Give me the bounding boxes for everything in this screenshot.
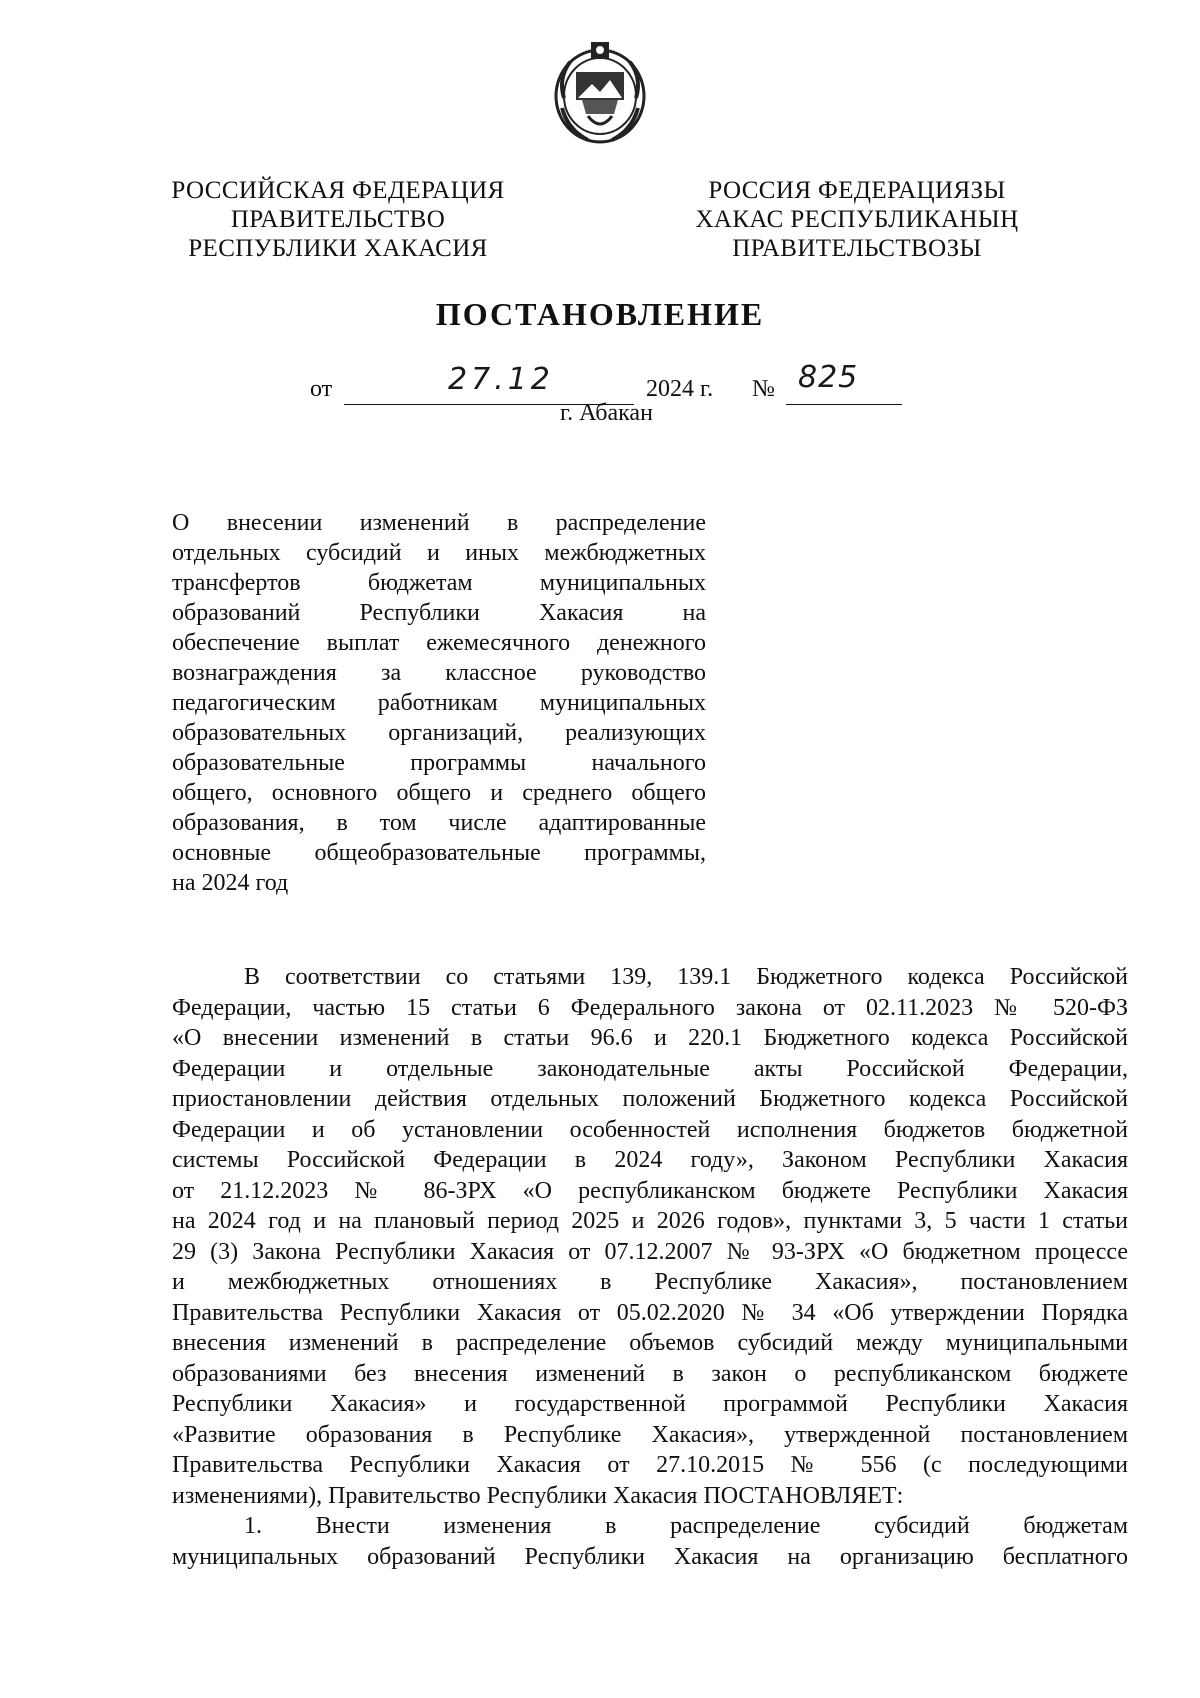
body-line: «Развитие образования в Республике Хакасия», утвержденной постановлением bbox=[172, 1421, 1128, 1448]
subject-line: образований Республики Хакасия на bbox=[172, 600, 706, 626]
subject-line: образовательных организаций, реализующих bbox=[172, 720, 706, 746]
body-line: приостановлении действия отдельных положений Бюджетного кодекса Российской bbox=[172, 1086, 1128, 1112]
subject-block bbox=[172, 508, 706, 898]
subject-line: вознаграждения за классное руководство bbox=[172, 660, 706, 686]
subject-line: О внесении изменений в распределение bbox=[172, 510, 706, 536]
header-right-line: ПРАВИТЕЛЬСТВОЗЫ bbox=[732, 235, 982, 262]
body-line: от 21.12.2023 № 86-ЗРХ «О республиканском бюджете Республики Хакасия bbox=[172, 1177, 1128, 1204]
header-left bbox=[168, 176, 508, 263]
body-line: Федерации, частью 15 статьи 6 Федерального закона от 02.11.2023 № 520-ФЗ bbox=[172, 994, 1128, 1021]
subject-line: общего, основного общего и среднего общего bbox=[172, 780, 706, 806]
header-left-line: РЕСПУБЛИКИ ХАКАСИЯ bbox=[188, 235, 488, 262]
body-line: Правительства Республики Хакасия от 05.02.2020 № 34 «Об утверждении Порядка bbox=[172, 1299, 1128, 1326]
body-line: системы Российской Федерации в 2024 году», Законом Республики Хакасия bbox=[172, 1147, 1128, 1173]
body-line: 29 (3) Закона Республики Хакасия от 07.12.2007 № 93-ЗРХ «О бюджетном процессе bbox=[172, 1238, 1128, 1265]
body-line: Правительства Республики Хакасия от 27.10.2015 № 556 (с последующими bbox=[172, 1452, 1128, 1478]
body-line: «О внесении изменений в статьи 96.6 и 220.1 Бюджетного кодекса Российской bbox=[172, 1025, 1128, 1051]
number-underline bbox=[786, 404, 902, 405]
header-left-line: РОССИЙСКАЯ ФЕДЕРАЦИЯ bbox=[171, 177, 505, 204]
body-line: В соответствии со статьями 139, 139.1 Бюджетного кодекса Российской bbox=[244, 964, 1128, 990]
year-label: 2024 г. bbox=[646, 376, 714, 402]
subject-line: обеспечение выплат ежемесячного денежного bbox=[172, 630, 706, 656]
number-label: № bbox=[752, 376, 775, 402]
body-line: образованиями без внесения изменений в закон о республиканском бюджете bbox=[172, 1360, 1128, 1387]
subject-line: основные общеобразовательные программы, bbox=[172, 840, 706, 866]
body-line: 1. Внести изменения в распределение субсидий бюджетам bbox=[244, 1513, 1128, 1539]
header-right-line: ХАКАС РЕСПУБЛИКАНЫҢ bbox=[695, 206, 1019, 233]
document-title: ПОСТАНОВЛЕНИЕ bbox=[435, 296, 765, 332]
handwritten-number: 825 bbox=[798, 360, 859, 395]
body-line: и межбюджетных отношениях в Республике Хакасия», постановлением bbox=[172, 1269, 1128, 1295]
subject-line: трансфертов бюджетам муниципальных bbox=[172, 570, 706, 596]
from-label: от bbox=[310, 376, 333, 402]
body-line: Федерации и об установлении особенностей исполнения бюджетов бюджетной bbox=[172, 1116, 1128, 1143]
body-line: на 2024 год и на плановый период 2025 и 2026 годов», пунктами 3, 5 части 1 статьи bbox=[172, 1208, 1128, 1234]
body-text bbox=[172, 962, 1128, 1572]
body-line: изменениями), Правительство Республики Хакасия ПОСТАНОВЛЯЕТ: bbox=[172, 1482, 904, 1509]
body-line: Федерации и отдельные законодательные акты Российской Федерации, bbox=[172, 1055, 1128, 1082]
subject-line: отдельных субсидий и иных межбюджетных bbox=[172, 540, 706, 566]
handwritten-date: 27.12 bbox=[448, 362, 554, 397]
subject-line: на 2024 год bbox=[172, 870, 289, 896]
header-right-line: РОССИЯ ФЕДЕРАЦИЯЗЫ bbox=[708, 177, 1006, 204]
body-line: Республики Хакасия» и государственной программой Республики Хакасия bbox=[172, 1391, 1128, 1417]
header-right bbox=[678, 176, 1036, 263]
coat-of-arms-emblem bbox=[548, 38, 652, 148]
body-line: муниципальных образований Республики Хакасия на организацию бесплатного bbox=[172, 1543, 1128, 1570]
header-left-line: ПРАВИТЕЛЬСТВО bbox=[230, 206, 446, 233]
subject-line: образования, в том числе адаптированные bbox=[172, 810, 706, 836]
subject-line: педагогическим работникам муниципальных bbox=[172, 690, 706, 716]
subject-line: образовательные программы начального bbox=[172, 750, 706, 776]
body-line: внесения изменений в распределение объемов субсидий между муниципальными bbox=[172, 1330, 1128, 1356]
city-label: г. Абакан bbox=[560, 400, 653, 426]
